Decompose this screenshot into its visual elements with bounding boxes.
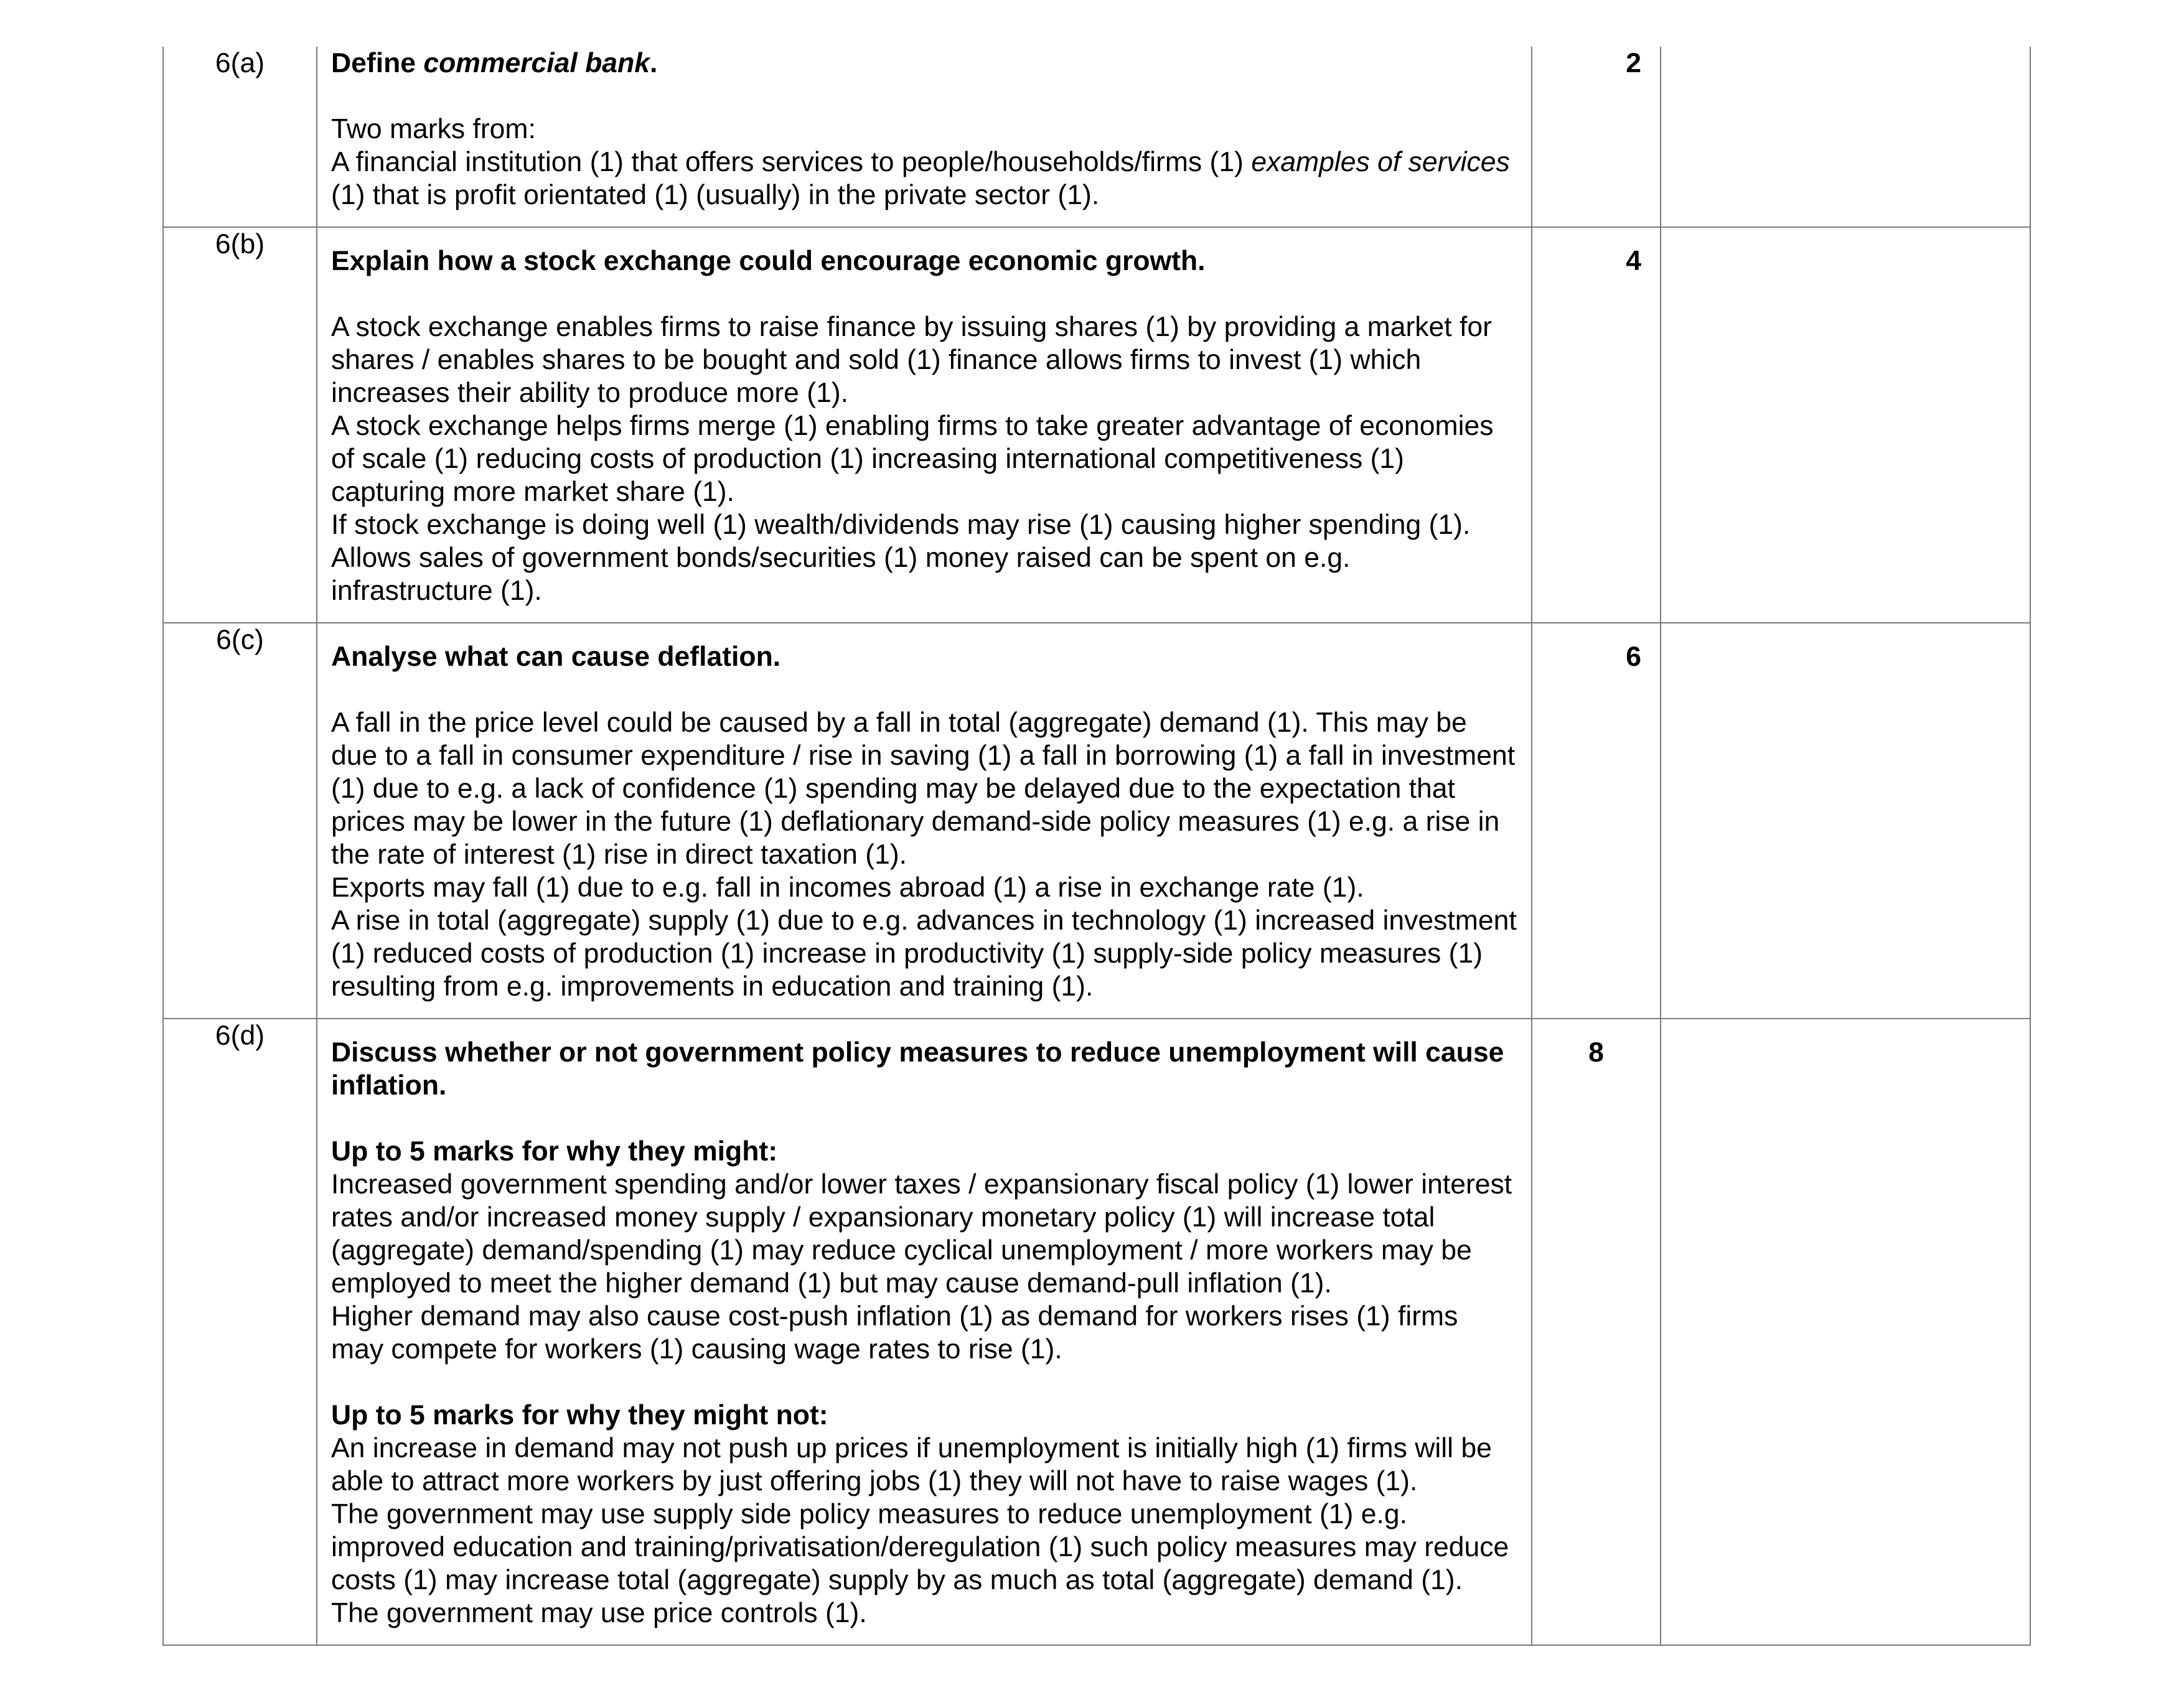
question-text: Explain how a stock exchange could encourage economic growth. (331, 246, 1206, 276)
guidance-cell (1661, 227, 2030, 623)
question-term: commercial bank (423, 48, 650, 78)
question-text-part: Define (331, 48, 424, 78)
answer-paragraph: The government may use supply side policy measures to reduce unemployment (1) e.g. improved education and training/privatisation/deregulation (1) such policy measures may reduce costs (1) may increase total (aggregate) supply by as much as total (aggregate) demand (1). (331, 1499, 1509, 1595)
question-row-6a (163, 47, 2030, 227)
question-number: 6(b) (163, 227, 317, 623)
answer-cell (317, 1019, 1532, 1645)
answer-paragraph: If stock exchange is doing well (1) wealth/dividends may rise (1) causing higher spending (1). (331, 510, 1471, 540)
answer-paragraph: An increase in demand may not push up prices if unemployment is initially high (1) firms will be able to attract more workers by just offering jobs (1) they will not have to raise wages (1). (331, 1433, 1492, 1496)
answer-paragraph: Increased government spending and/or lower taxes / expansionary fiscal policy (1) lower interest rates and/or increased money supply / expansionary monetary policy (1) will increase total (aggregate) demand/spending (1) may reduce cyclical unemployment / more workers may be employed to meet the higher demand (1) but may cause demand-pull inflation (1). (331, 1169, 1512, 1299)
answer-paragraph: Exports may fall (1) due to e.g. fall in incomes abroad (1) a rise in exchange rate (1). (331, 872, 1364, 903)
answer-emphasis: examples of services (1251, 147, 1510, 177)
question-number: 6(d) (163, 1019, 317, 1645)
marks-value: 4 (1532, 227, 1661, 623)
answer-lead: Two marks from: (331, 114, 536, 144)
subheading-might: Up to 5 marks for why they might: (331, 1136, 778, 1167)
answer-paragraph: Allows sales of government bonds/securities (1) money raised can be spent on e.g. infrastructure (1). (331, 543, 1351, 606)
answer-paragraph: A fall in the price level could be caused by a fall in total (aggregate) demand (1). This may be due to a fall in consumer expenditure / rise in saving (1) a fall in borrowing (1) a fall in investment (1) due to e.g. a lack of confidence (1) spending may be delayed due to the expectation that prices may be lower in the future (1) deflationary demand-side policy measures (1) e.g. a rise in the rate of interest (1) rise in direct taxation (1). (331, 707, 1516, 870)
answer-paragraph: The government may use price controls (1). (331, 1598, 867, 1628)
guidance-cell (1661, 1019, 2030, 1645)
answer-cell (317, 47, 1532, 227)
answer-cell (317, 227, 1532, 623)
question-text: Analyse what can cause deflation. (331, 642, 781, 672)
answer-paragraph: A stock exchange enables firms to raise finance by issuing shares (1) by providing a market for shares / enables shares to be bought and sold (1) finance allows firms to invest (1) which increases their ability to produce more (1). (331, 312, 1492, 408)
question-row-6c (163, 623, 2030, 1019)
question-number: 6(a) (163, 47, 317, 227)
question-text-part: . (649, 48, 658, 78)
question-text (331, 47, 1517, 80)
answer-text-part: A financial institution (1) that offers services to people/households/firms (1) (331, 147, 1252, 177)
marks-value: 8 (1532, 1019, 1661, 1645)
marks-value: 2 (1532, 47, 1661, 227)
answer-paragraph: Higher demand may also cause cost-push inflation (1) as demand for workers rises (1) firms may compete for workers (1) causing wage rates to rise (1). (331, 1301, 1458, 1365)
answer-text-part: (1) that is profit orientated (1) (usually) in the private sector (1). (331, 180, 1100, 210)
question-row-6b (163, 227, 2030, 623)
guidance-cell (1661, 47, 2030, 227)
subheading-might-not: Up to 5 marks for why they might not: (331, 1400, 828, 1430)
marks-value: 6 (1532, 623, 1661, 1019)
question-row-6d (163, 1019, 2030, 1645)
guidance-cell (1661, 623, 2030, 1019)
answer-cell (317, 623, 1532, 1019)
question-number: 6(c) (163, 623, 317, 1019)
answer-paragraph: A stock exchange helps firms merge (1) enabling firms to take greater advantage of economies of scale (1) reducing costs of production (1) increasing international competitiveness (1) capturing more market share (1). (331, 411, 1494, 507)
mark-scheme-table (162, 47, 2031, 1646)
question-text: Discuss whether or not government policy measures to reduce unemployment will cause inflation. (331, 1037, 1504, 1101)
answer-paragraph: A rise in total (aggregate) supply (1) due to e.g. advances in technology (1) increased investment (1) reduced costs of production (1) increase in productivity (1) supply-side policy measures (1) resulting from e.g. improvements in education and training (1). (331, 905, 1517, 1002)
answer-paragraph (331, 146, 1517, 212)
